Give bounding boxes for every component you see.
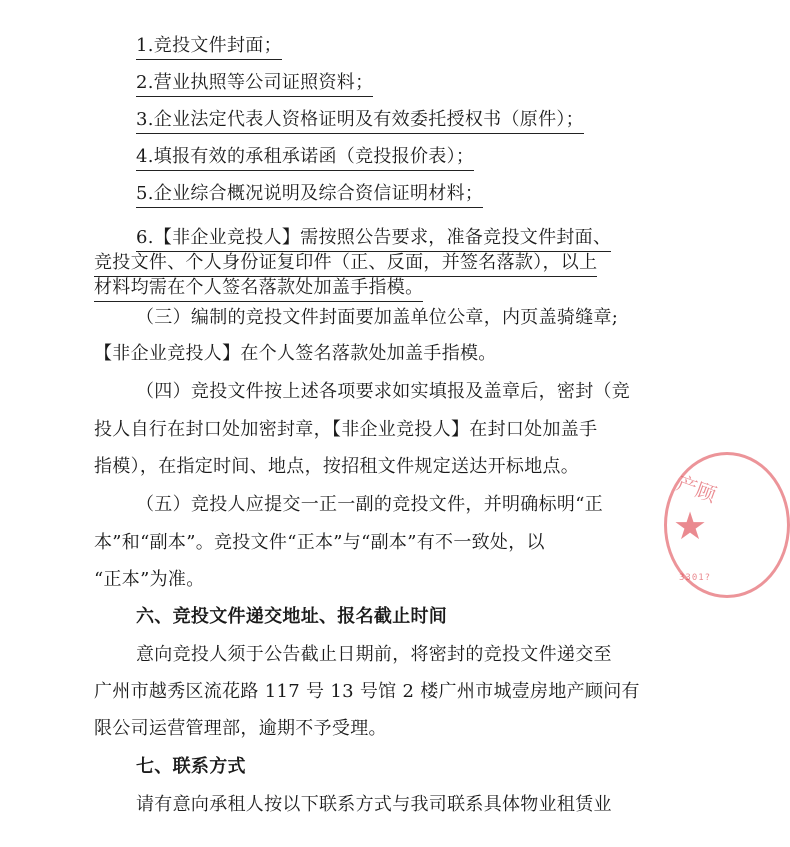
list-item-6-line-2: 竞投文件、个人身份证复印件（正、反面，并签名落款），以上 [94, 251, 597, 277]
seal-star-icon: ★ [673, 504, 708, 548]
para-5-line-2: 本”和“副本”。竞投文件“正本”与“副本”有不一致处，以 [94, 532, 545, 553]
section-7-line-1: 请有意向承租人按以下联系方式与我司联系具体物业租赁业 [136, 794, 612, 815]
company-seal [664, 452, 790, 598]
section-6-line-3: 限公司运营管理部，逾期不予受理。 [94, 718, 387, 739]
list-item-3: 3.企业法定代表人资格证明及有效委托授权书（原件）； [136, 108, 584, 134]
section-6-line-1: 意向竞投人须于公告截止日期前，将密封的竞投文件递交至 [136, 644, 612, 665]
section-7-title: 七、联系方式 [136, 756, 246, 777]
list-item-6-line-1: 6.【非企业竞投人】需按照公告要求，准备竞投文件封面、 [136, 226, 611, 252]
seal-number: 3301? [679, 573, 712, 583]
para-4-line-1: （四）竞投文件按上述各项要求如实填报及盖章后，密封（竞 [136, 381, 631, 402]
section-6-line-2: 广州市越秀区流花路 117 号 13 号馆 2 楼广州市城壹房地产顾问有 [94, 681, 640, 702]
list-item-2: 2.营业执照等公司证照资料； [136, 71, 373, 97]
para-5-line-1: （五）竞投人应提交一正一副的竞投文件，并明确标明“正 [136, 494, 603, 515]
list-item-4: 4.填报有效的承租承诺函（竞投报价表）； [136, 145, 474, 171]
list-item-1: 1.竞投文件封面； [136, 34, 282, 60]
list-item-5: 5.企业综合概况说明及综合资信证明材料； [136, 182, 483, 208]
list-item-6-line-3: 材料均需在个人签名落款处加盖手指模。 [94, 276, 423, 302]
para-4-line-3: 指模），在指定时间、地点，按招租文件规定送达开标地点。 [94, 456, 580, 477]
para-5-line-3: “正本”为准。 [94, 569, 205, 590]
para-4-line-2: 投人自行在封口处加密封章，【非企业竞投人】在封口处加盖手 [94, 419, 598, 440]
section-6-title: 六、竞投文件递交地址、报名截止时间 [136, 606, 448, 627]
para-3-line-1: （三）编制的竞投文件封面要加盖单位公章，内页盖骑缝章; [136, 307, 619, 328]
para-3-line-2: 【非企业竞投人】在个人签名落款处加盖手指模。 [94, 343, 497, 364]
seal-text: 产顾 [673, 470, 720, 508]
